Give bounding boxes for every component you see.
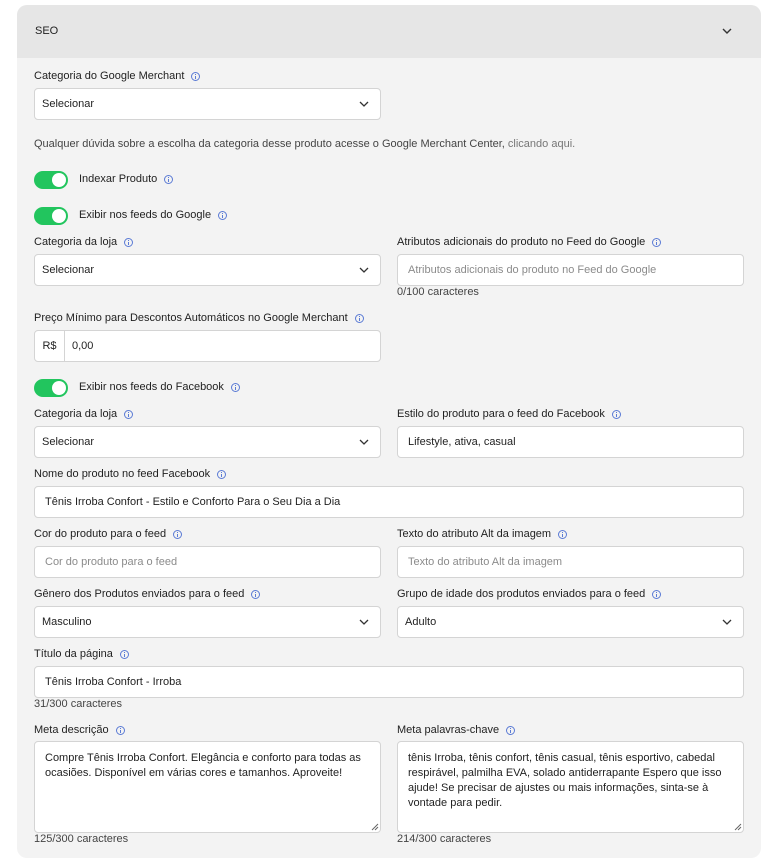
google-extra-attributes-input[interactable]: Atributos adicionais do produto no Feed do Google	[397, 254, 744, 286]
resize-handle-icon[interactable]	[370, 822, 379, 831]
chevron-down-icon	[721, 616, 733, 628]
resize-handle-icon[interactable]	[733, 822, 742, 831]
google-extra-attributes-counter: 0/100 caracteres	[397, 286, 479, 298]
feed-gender-select[interactable]: Masculino	[34, 606, 381, 638]
feed-age-group-label: Grupo de idade dos produtos enviados para o feed	[397, 588, 661, 600]
chevron-down-icon	[358, 264, 370, 276]
google-feeds-toggle[interactable]	[34, 207, 68, 225]
google-store-category-select[interactable]: Selecionar	[34, 254, 381, 286]
seo-panel-title: SEO	[35, 25, 59, 37]
chevron-down-icon	[358, 98, 370, 110]
meta-keywords-textarea[interactable]: tênis Irroba, tênis confort, tênis casual, tênis esportivo, cabedal respirável, palmilha EVA, solado antiderrapante Espero que isso ajude! Se precisar de ajustes ou mais informações, sinta-se à vontade para pedir.	[397, 741, 744, 833]
page-title-counter: 31/300 caracteres	[34, 698, 123, 710]
chevron-down-icon	[358, 436, 370, 448]
info-icon[interactable]	[558, 530, 567, 539]
seo-panel-header[interactable]	[17, 5, 761, 58]
info-icon[interactable]	[164, 175, 173, 184]
image-alt-input[interactable]: Texto do atributo Alt da imagem	[397, 546, 744, 578]
feed-age-group-select[interactable]: Adulto	[397, 606, 744, 638]
facebook-feeds-label: Exibir nos feeds do Facebook	[79, 381, 240, 393]
facebook-style-input[interactable]: Lifestyle, ativa, casual	[397, 426, 744, 458]
meta-keywords-counter: 214/300 caracteres	[397, 833, 492, 845]
info-icon[interactable]	[506, 726, 515, 735]
google-extra-attributes-label: Atributos adicionais do produto no Feed do Google	[397, 236, 661, 248]
min-price-label: Preço Mínimo para Descontos Automáticos no Google Merchant	[34, 312, 364, 324]
info-icon[interactable]	[217, 470, 226, 479]
google-feeds-label: Exibir nos feeds do Google	[79, 209, 227, 221]
info-icon[interactable]	[191, 72, 200, 81]
index-product-label: Indexar Produto	[79, 173, 173, 185]
info-icon[interactable]	[116, 726, 125, 735]
chevron-down-icon	[358, 616, 370, 628]
info-icon[interactable]	[173, 530, 182, 539]
info-icon[interactable]	[251, 590, 260, 599]
feed-color-label: Cor do produto para o feed	[34, 528, 182, 540]
info-icon[interactable]	[652, 590, 661, 599]
info-icon[interactable]	[231, 383, 240, 392]
facebook-store-category-select[interactable]: Selecionar	[34, 426, 381, 458]
facebook-style-label: Estilo do produto para o feed do Facebook	[397, 408, 621, 420]
facebook-feeds-toggle[interactable]	[34, 379, 68, 397]
google-merchant-category-label: Categoria do Google Merchant	[34, 70, 200, 82]
meta-description-textarea[interactable]: Compre Tênis Irroba Confort. Elegância e conforto para todas as ocasiões. Disponível em várias cores e tamanhos. Aproveite!	[34, 741, 381, 833]
facebook-product-name-input[interactable]: Tênis Irroba Confort - Estilo e Conforto Para o Seu Dia a Dia	[34, 486, 744, 518]
info-icon[interactable]	[120, 650, 129, 659]
feed-gender-label: Gênero dos Produtos enviados para o feed	[34, 588, 260, 600]
info-icon[interactable]	[124, 410, 133, 419]
page-title-input[interactable]: Tênis Irroba Confort - Irroba	[34, 666, 744, 698]
image-alt-label: Texto do atributo Alt da imagem	[397, 528, 567, 540]
meta-description-label: Meta descrição	[34, 724, 125, 736]
min-price-input[interactable]: R$ 0,00	[34, 330, 381, 362]
meta-keywords-label: Meta palavras-chave	[397, 724, 515, 736]
facebook-store-category-label: Categoria da loja	[34, 408, 133, 420]
info-icon[interactable]	[652, 238, 661, 247]
google-store-category-label: Categoria da loja	[34, 236, 133, 248]
feed-color-input[interactable]: Cor do produto para o feed	[34, 546, 381, 578]
google-merchant-category-select[interactable]: Selecionar	[34, 88, 381, 120]
merchant-help-link[interactable]: clicando aqui.	[507, 138, 576, 150]
index-product-toggle[interactable]	[34, 171, 68, 189]
facebook-product-name-label: Nome do produto no feed Facebook	[34, 468, 226, 480]
meta-description-counter: 125/300 caracteres	[34, 833, 129, 845]
info-icon[interactable]	[218, 211, 227, 220]
page-title-label: Título da página	[34, 648, 129, 660]
info-icon[interactable]	[124, 238, 133, 247]
info-icon[interactable]	[612, 410, 621, 419]
merchant-help-text: Qualquer dúvida sobre a escolha da categoria desse produto acesse o Google Merchant Center, clicando aqui.	[34, 138, 576, 150]
chevron-down-icon[interactable]	[720, 24, 734, 38]
currency-prefix: R$	[35, 331, 65, 361]
info-icon[interactable]	[355, 314, 364, 323]
